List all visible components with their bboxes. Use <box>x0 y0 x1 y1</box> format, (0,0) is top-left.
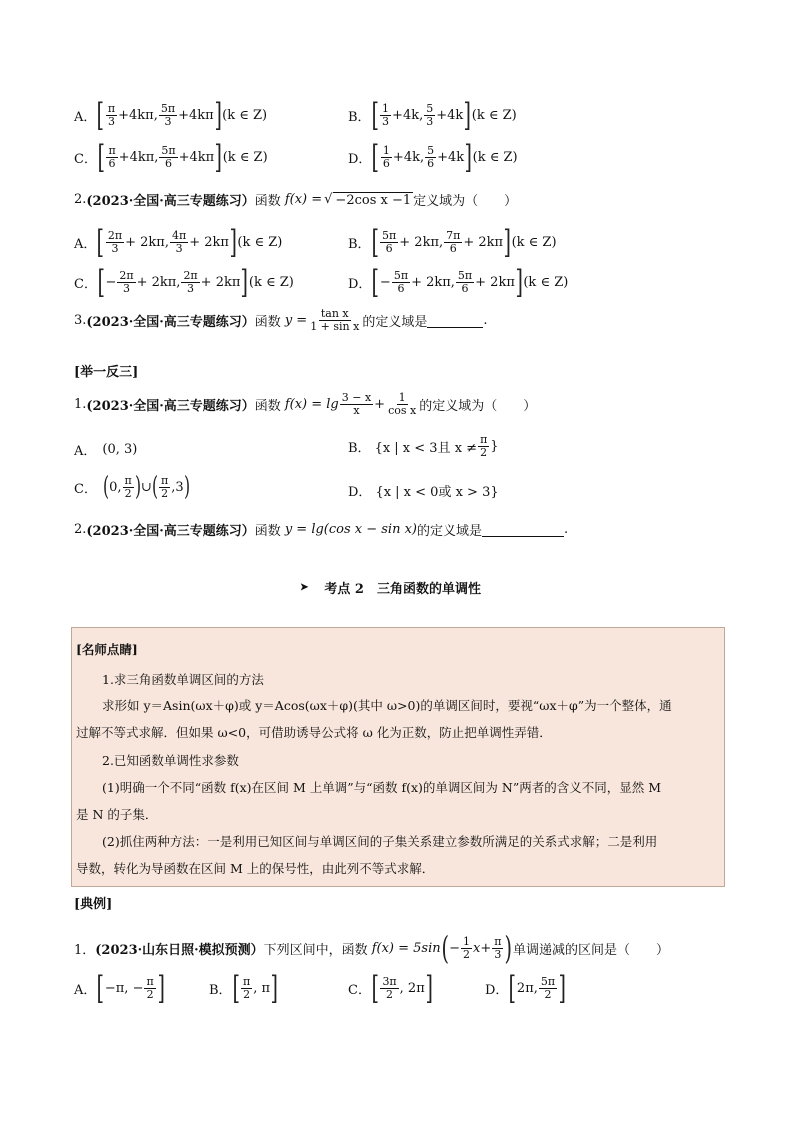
q2-option-a: A． [ $\frac{2\pi}{3}$ + 2kπ, $\frac{4\pi}{3}$ + 2kπ ] (k ∈ Z) <box>74 223 283 261</box>
mingshi-p2-line2: 是 N 的子集． <box>76 807 158 822</box>
ex2-answer-blank[interactable] <box>482 522 564 537</box>
last-option-b: B． [ $\frac{\pi}{2}$ , π ] <box>209 969 279 1007</box>
q2-option-c: C． [ − $\frac{2\pi}{3}$ + 2kπ, $\frac{2\pi}{3}$ + 2kπ ] (k ∈ Z) <box>74 263 294 301</box>
q3-stem: 3. (2023·全国·高三专题练习） 函数 y = $\frac{\text{tan x}}{\text{1 + sin x}}$ 的定义域是 . <box>74 307 488 333</box>
section-jyfs-heading: [举一反三] <box>74 365 139 380</box>
mingshi-p1-title: 1.求三角函数单调区间的方法 <box>102 672 264 687</box>
mingshi-title: [名师点睛] <box>76 642 138 657</box>
q3-answer-blank[interactable] <box>427 313 483 328</box>
mingshi-p2-line4: 导数，转化为导函数在区间 M 上的保号性，由此列不等式求解． <box>76 861 435 876</box>
ex1-option-d: D． {x | x < 0或 x > 3} <box>348 485 499 500</box>
q1-option-d: D． [ $\frac{1}{6}$ +4k, $\frac{5}{6}$ +4k ] (k ∈ Z) <box>348 138 518 176</box>
last-option-c: C． [ $\frac{3\pi}{2}$ , 2π ] <box>348 969 433 1007</box>
ex2-stem: 2. (2023·全国·高三专题练习） 函数 y = lg(cos x − sin x) 的定义域是 . <box>74 522 569 539</box>
q2-option-d: D． [ − $\frac{5\pi}{6}$ + 2kπ, $\frac{5\pi}{6}$ + 2kπ ] (k ∈ Z) <box>348 263 569 301</box>
mingshi-box <box>71 627 725 887</box>
ex1-option-c: C． ( 0, $\frac{\pi}{2}$ ) ∪ ( $\frac{\pi}{2}$ ,3 ) <box>74 472 190 502</box>
ex1-option-b: B． {x | x < 3且 x ≠ $\frac{\pi}{2}$ } <box>348 433 499 459</box>
mingshi-p1-line2: 过解不等式求解．但如果 ω<0，可借助诱导公式将 ω 化为正数，防止把单调性弄错． <box>76 725 552 740</box>
mingshi-p1-line1: 求形如 y＝Asin(ωx＋φ)或 y＝Acos(ωx＋φ)(其中 ω>0)的单调区间时，要视“ωx＋φ”为一个整体，通 <box>102 698 672 713</box>
q1-option-a: A． [ $\frac{\pi}{3}$ +4kπ, $\frac{5\pi}{3}$ +4kπ ] (k ∈ Z) <box>74 96 268 134</box>
ex1-stem: 1. (2023·全国·高三专题练习） 函数 f(x) = lg $\frac{3 - x}{x}$ + $\frac{1}{\text{cos x}}$ 的定义域为（ ） <box>74 391 537 417</box>
q1-option-b: B． [ $\frac{1}{3}$ +4k, $\frac{5}{3}$ +4k ] (k ∈ Z) <box>348 96 517 134</box>
ex1-option-a: A． (0, 3) <box>74 442 138 459</box>
mingshi-p2-title: 2.已知函数单调性求参数 <box>102 753 239 768</box>
q2-option-b: B． [ $\frac{5\pi}{6}$ + 2kπ, $\frac{7\pi}{6}$ + 2kπ ] (k ∈ Z) <box>348 223 557 261</box>
last-stem: 1． (2023·山东日照·模拟预测） 下列区间中，函数 f(x) = 5sin ( − $\frac{1}{2}$ x + $\frac{\pi}{3}$ ) 单调递减的区间是（ ） <box>74 929 669 967</box>
q2-stem: 2. (2023·全国·高三专题练习） 函数 f(x) = √ −2cos x −1 定义域为（ ） <box>74 192 518 209</box>
arrow-right-icon: ➤ <box>300 582 309 593</box>
dianli-heading: [典例] <box>74 897 113 912</box>
last-option-a: A． [ −π, − $\frac{\pi}{2}$ ] <box>74 969 165 1007</box>
mingshi-p2-line3: (2)抓住两种方法：一是利用已知区间与单调区间的子集关系建立参数所满足的关系式求解；二是利用 <box>102 834 658 849</box>
q1-option-c: C． [ $\frac{\pi}{6}$ +4kπ, $\frac{5\pi}{6}$ +4kπ ] (k ∈ Z) <box>74 138 268 176</box>
kaodian-heading: ➤ 考点 2 三角函数的单调性 <box>300 582 481 597</box>
mingshi-p2-line1: (1)明确一个不同“函数 f(x)在区间 M 上单调”与“函数 f(x)的单调区间为 N”两者的含义不同，显然 M <box>102 780 662 795</box>
last-option-d: D． [ 2π, $\frac{5\pi}{2}$ ] <box>485 969 567 1007</box>
